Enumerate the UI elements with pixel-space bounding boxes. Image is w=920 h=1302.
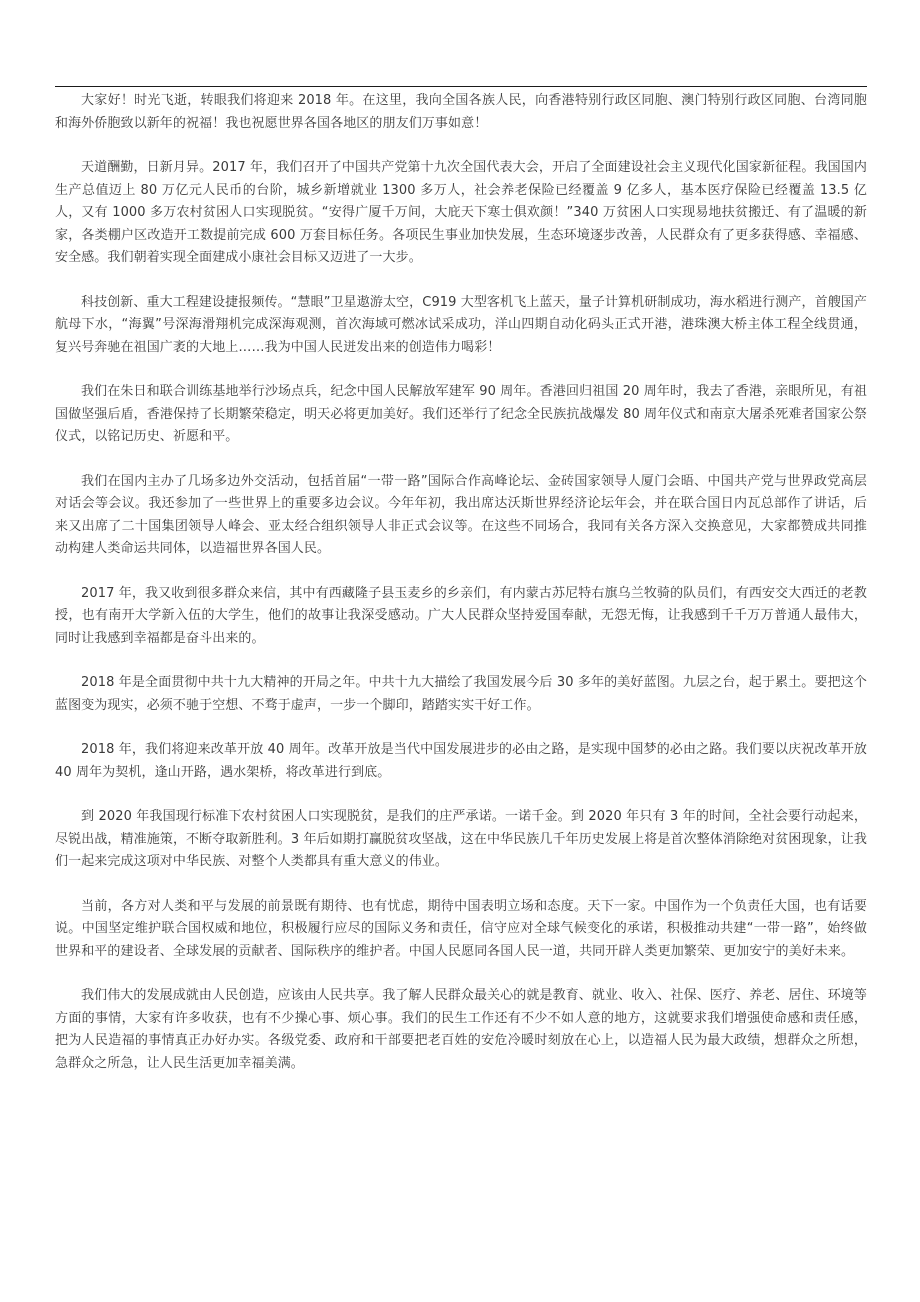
paragraph: 我们伟大的发展成就由人民创造，应该由人民共享。我了解人民群众最关心的就是教育、就业、收入、社保、医疗、养老、居住、环境等方面的事情，大家有许多收获，也有不少操心事、烦心事。我们的民生工作还有不少不如人意的地方，这就要求我们增强使命感和责任感，把为人民造福的事情真正办好办实。各级党委、政府和干部要把老百姓的安危冷暖时刻放在心上，以造福人民为最大政绩，想群众之所想，急群众之所急，让人民生活更加幸福美满。: [55, 988, 868, 1071]
paragraph: 我们在国内主办了几场多边外交活动，包括首届“一带一路”国际合作高峰论坛、金砖国家领导人厦门会晤、中国共产党与世界政党高层对话会等会议。我还参加了一些世界上的重要多边会议。今年年初，我出席达沃斯世界经济论坛年会，并在联合国日内瓦总部作了讲话，后来又出席了二十国集团领导人峰会、亚太经合组织领导人非正式会议等。在这些不同场合，我同有关各方深入交换意见，大家都赞成共同推动构建人类命运共同体，以造福世界各国人民。: [55, 473, 867, 556]
paragraph: 天道酬勤，日新月异。2017 年，我们召开了中国共产党第十九次全国代表大会，开启了全面建设社会主义现代化国家新征程。我国国内生产总值迈上 80 万亿元人民币的台阶，城乡新增就业 1300 多万人，社会养老保险已经覆盖 9 亿多人，基本医疗保险已经覆盖 13.5 亿人，又有 1000 多万农村贫困人口实现脱贫。“安得广厦千万间，大庇天下寒士俱欢颜！”340 万贫困人口实现易地扶贫搬迁、有了温暖的新家，各类棚户区改造开工数提前完成 600 万套目标任务。各项民生事业加快发展，生态环境逐步改善，人民群众有了更多获得感、幸福感、安全感。我们朝着实现全面建成小康社会目标又迈进了一大步。: [55, 160, 867, 265]
paragraph: 我们在朱日和联合训练基地举行沙场点兵，纪念中国人民解放军建军 90 周年。香港回归祖国 20 周年时，我去了香港，亲眼所见，有祖国做坚强后盾，香港保持了长期繁荣稳定，明天必将更加美好。我们还举行了纪念全民族抗战爆发 80 周年仪式和南京大屠杀死难者国家公祭仪式，以铭记历史、祈愿和平。: [55, 384, 867, 444]
document-body: [55, 90, 867, 1097]
paragraph: 2017 年，我又收到很多群众来信，其中有西藏隆子县玉麦乡的乡亲们，有内蒙古苏尼特右旗乌兰牧骑的队员们，有西安交大西迁的老教授，也有南开大学新入伍的大学生，他们的故事让我深受感动。广大人民群众坚持爱国奉献，无怨无悔，让我感到千千万万普通人最伟大，同时让我感到幸福都是奋斗出来的。: [55, 585, 867, 646]
header-rule: [55, 86, 867, 87]
paragraph: 2018 年是全面贯彻中共十九大精神的开局之年。中共十九大描绘了我国发展今后 30 多年的美好蓝图。九层之台，起于累土。要把这个蓝图变为现实，必须不驰于空想、不骛于虚声，一步一个脚印，踏踏实实干好工作。: [55, 675, 867, 713]
paragraph: 2018 年，我们将迎来改革开放 40 周年。改革开放是当代中国发展进步的必由之路，是实现中国梦的必由之路。我们要以庆祝改革开放 40 周年为契机，逢山开路，遇水架桥，将改革进行到底。: [55, 742, 867, 780]
paragraph: 当前，各方对人类和平与发展的前景既有期待、也有忧虑，期待中国表明立场和态度。天下一家。中国作为一个负责任大国，也有话要说。中国坚定维护联合国权威和地位，积极履行应尽的国际义务和责任，信守应对全球气候变化的承诺，积极推动共建“一带一路”，始终做世界和平的建设者、全球发展的贡献者、国际秩序的维护者。中国人民愿同各国人民一道，共同开辟人类更加繁荣、更加安宁的美好未来。: [55, 898, 867, 959]
paragraph: 到 2020 年我国现行标准下农村贫困人口实现脱贫，是我们的庄严承诺。一诺千金。到 2020 年只有 3 年的时间，全社会要行动起来，尽锐出战，精准施策，不断夺取新胜利。3 年后如期打赢脱贫攻坚战，这在中华民族几千年历史发展上将是首次整体消除绝对贫困现象，让我们一起来完成这项对中华民族、对整个人类都具有重大意义的伟业。: [55, 809, 867, 869]
paragraph: 科技创新、重大工程建设捷报频传。“慧眼”卫星遨游太空，C919 大型客机飞上蓝天，量子计算机研制成功，海水稻进行测产，首艘国产航母下水，“海翼”号深海滑翔机完成深海观测，首次海域可燃冰试采成功，洋山四期自动化码头正式开港，港珠澳大桥主体工程全线贯通，复兴号奔驰在祖国广袤的大地上……我为中国人民迸发出来的创造伟力喝彩！: [55, 294, 867, 355]
paragraph: 大家好！时光飞逝，转眼我们将迎来 2018 年。在这里，我向全国各族人民，向香港特别行政区同胞、澳门特别行政区同胞、台湾同胞和海外侨胞致以新年的祝福！我也祝愿世界各国各地区的朋友们万事如意！: [55, 93, 867, 131]
